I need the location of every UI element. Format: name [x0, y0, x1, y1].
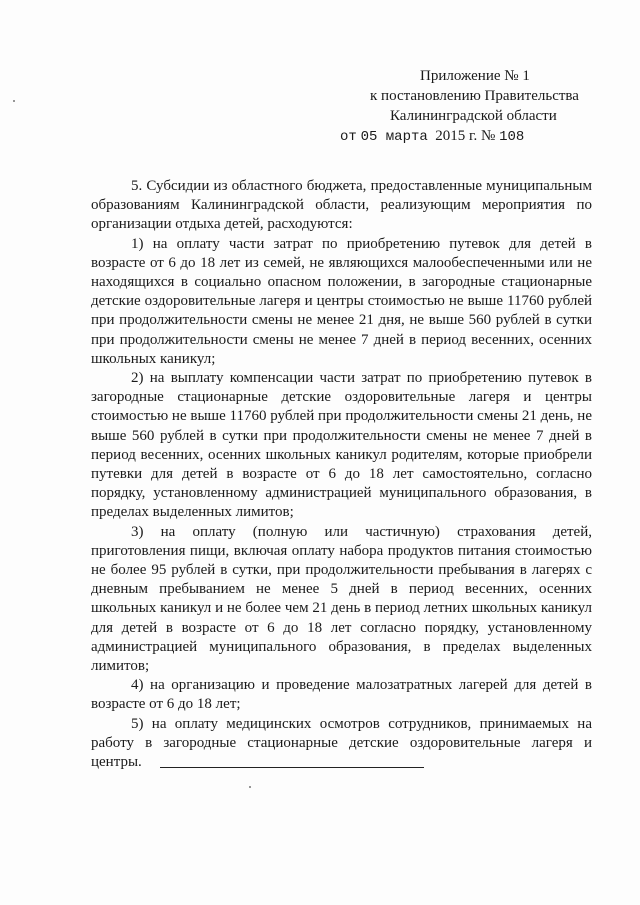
paragraph-intro: 5. Субсидии из областного бюджета, предоставленные муниципальным образованиям Калининградской области, реализующим мероприятия по организации отдыха детей, расходуются: [91, 178, 592, 233]
date-day-month: 05 марта [360, 129, 428, 145]
paragraph-item-3: 3) на оплату (полную или частичную) страхования детей, приготовления пищи, включая оплату набора продуктов питания стоимостью не более 95 рублей в сутки, при продолжительности пребывания в лагерях с дневным пребыванием не менее 5 дней в период весенних, осенних школьных каникул и не более чем 21 день в период летних школьных каникул для детей в возрасте от 6 до 18 лет согласно порядку, установленному администрацией муниципального образования, в пределах выделенных лимитов; [91, 523, 592, 675]
paragraph-item-2: 2) на выплату компенсации части затрат по приобретению путевок в загородные стационарные детские оздоровительные лагеря и центры стоимостью не выше 11760 рублей при продолжительности смены 21 день, не выше 560 рублей в сутки при продолжительности смены не менее 7 дней в период весенних, осенних школьных каникул родителям, которые приобрели путевки для детей в возрасте от 6 до 18 лет самостоятельно, согласно порядку, установленному администрацией муниципального образования, в пределах выделенных лимитов; [91, 370, 592, 521]
paragraph-item-1: 1) на оплату части затрат по приобретению путевок для детей в возрасте от 6 до 18 лет из семей, не являющихся малообеспеченными или не находящихся в социально опасном положении, в загородные стационарные детские оздоровительные лагеря и центры стоимостью не выше 11760 рублей при продолжительности смены не менее 21 дня, не выше 560 рублей в сутки при продолжительности смены не менее 7 дней в период весенних, осенних школьных каникул; [91, 235, 592, 367]
appendix-title: Приложение № 1 [420, 68, 530, 84]
document-year: 2015 г. № [435, 128, 496, 144]
paragraph-item-4: 4) на организацию и проведение малозатратных лагерей для детей в возрасте от 6 до 18 лет; [91, 677, 592, 713]
date-prefix: от [340, 129, 357, 145]
end-divider-line [160, 767, 424, 768]
scan-speck [13, 100, 15, 102]
appendix-region: Калининградской области [390, 108, 557, 124]
appendix-header [340, 66, 600, 147]
scan-speck [249, 786, 251, 788]
document-number: 108 [499, 129, 525, 145]
paragraph-item-5: 5) на оплату медицинских осмотров сотрудников, принимаемых на работу в загородные стационарные детские оздоровительные лагеря и центры. [91, 715, 592, 771]
appendix-reference: к постановлению Правительства [370, 88, 579, 104]
document-body [91, 177, 592, 772]
appendix-date-line [340, 126, 600, 147]
